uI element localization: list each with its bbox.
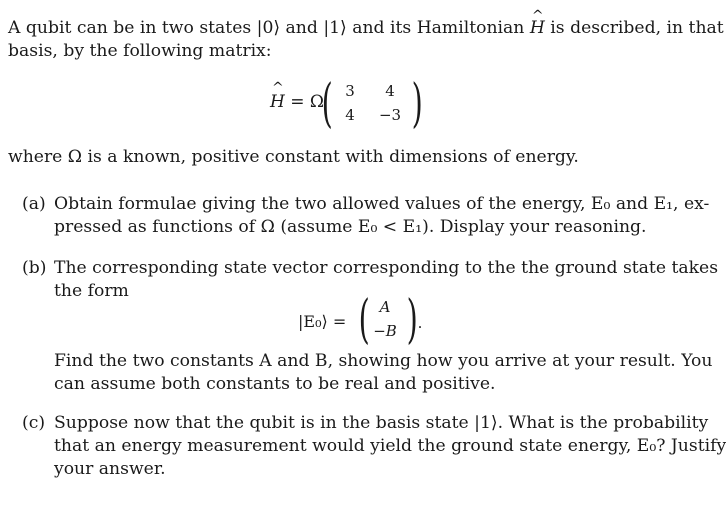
hamiltonian-lhs-symbol: ^ H: [270, 92, 285, 112]
part-a-line-1: Obtain formulae giving the two allowed values of the energy, E₀ and E₁, ex-: [54, 194, 710, 214]
hamiltonian-lhs-eq: = Ω: [284, 92, 324, 112]
part-b-line-2: the form: [54, 281, 129, 301]
ground-state-lhs: |E₀⟩ =: [298, 312, 347, 331]
matrix-cell-22: −3: [378, 106, 402, 124]
part-a-line-2: pressed as functions of Ω (assume E₀ < E₁). Display your reasoning.: [54, 217, 647, 237]
intro-line-1-a: A qubit can be in two states |0⟩ and |1⟩ and its Hamiltonian: [8, 18, 530, 38]
part-c-line-3: your answer.: [54, 459, 166, 479]
vector-right-paren: ): [406, 290, 418, 350]
part-a-label: (a): [22, 194, 46, 214]
part-b-line-4: can assume both constants to be real and positive.: [54, 374, 496, 394]
part-b-label: (b): [22, 258, 47, 278]
left-paren: (: [321, 74, 333, 134]
vector-left-paren: (: [358, 290, 370, 350]
hamiltonian-lhs: [270, 92, 324, 112]
intro-line-2: basis, by the following matrix:: [8, 41, 272, 61]
part-c-line-2: that an energy measurement would yield the ground state energy, E₀? Justify: [54, 436, 726, 456]
matrix-cell-21: 4: [345, 106, 355, 124]
where-line: where Ω is a known, positive constant with dimensions of energy.: [8, 147, 579, 167]
part-b-line-3: Find the two constants A and B, showing how you arrive at your result. You: [54, 351, 713, 371]
vector-period: .: [417, 314, 423, 332]
vector-component-b: −B: [373, 322, 397, 340]
hamiltonian-matrix: [321, 74, 435, 134]
intro-hamiltonian-symbol: ^ H: [530, 17, 545, 40]
intro-line-1-b: is described, in that: [544, 18, 724, 38]
part-c-line-1: Suppose now that the qubit is in the basis state |1⟩. What is the probability: [54, 413, 709, 433]
part-c-label: (c): [22, 413, 46, 433]
vector-component-a: A: [379, 298, 391, 316]
intro-line-1: [8, 17, 724, 40]
ground-state-vector: [358, 290, 440, 350]
matrix-cell-12: 4: [385, 82, 395, 100]
matrix-cell-11: 3: [345, 82, 355, 100]
right-paren: ): [411, 74, 423, 134]
part-b-line-1: The corresponding state vector corresponding to the the ground state takes: [54, 258, 719, 278]
